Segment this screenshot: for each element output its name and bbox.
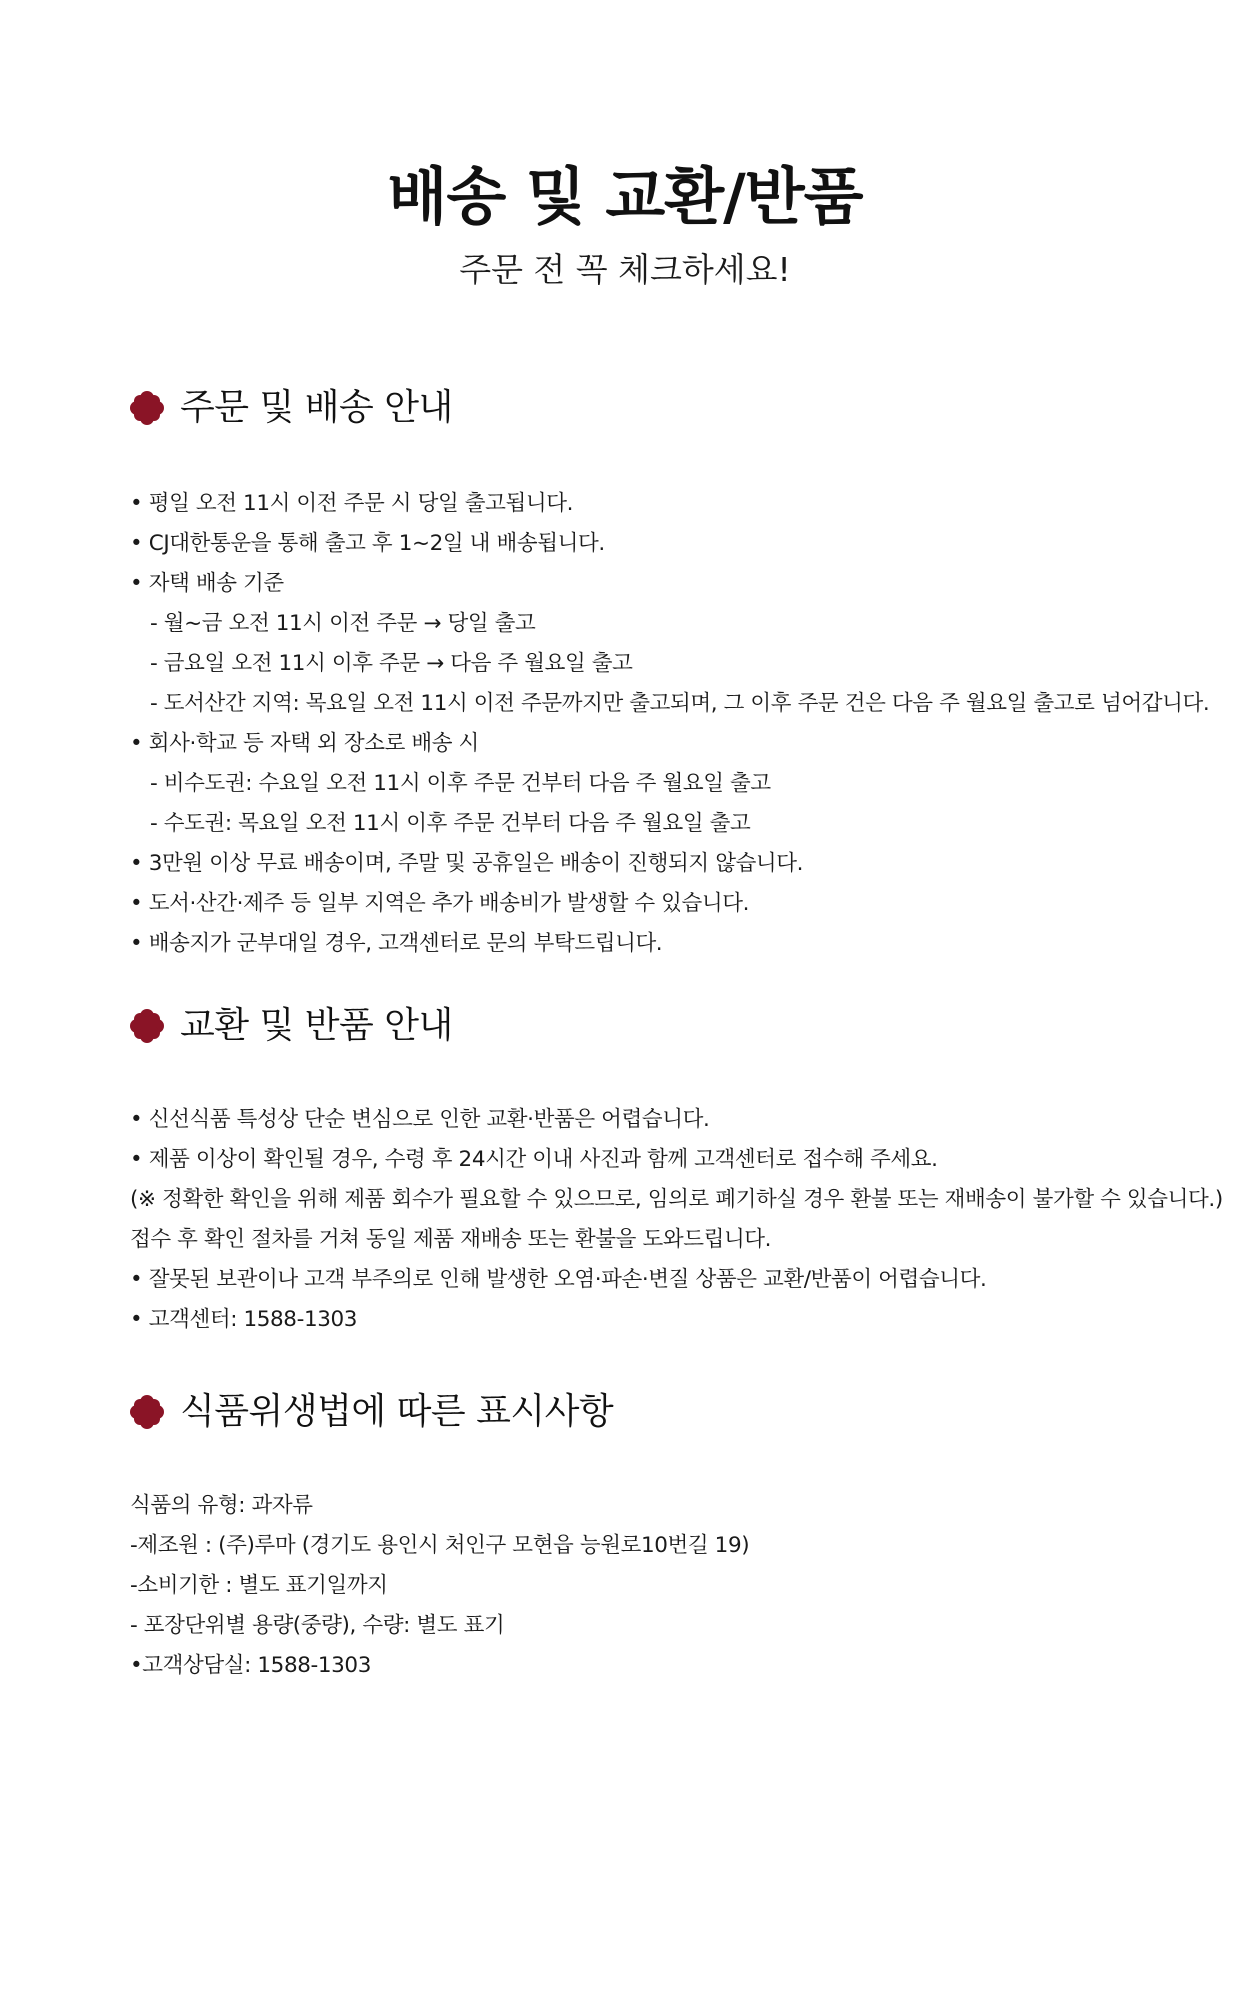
list-item: - 월~금 오전 11시 이전 주문 → 당일 출고 bbox=[150, 611, 536, 636]
list-item: - 비수도권: 수요일 오전 11시 이후 주문 건부터 다음 주 월요일 출고 bbox=[150, 771, 771, 796]
section-title: 주문 및 배송 안내 bbox=[180, 387, 453, 428]
list-item: •고객상담실: 1588-1303 bbox=[130, 1653, 371, 1678]
list-item: • 자택 배송 기준 bbox=[130, 571, 284, 596]
section-header bbox=[130, 1384, 1230, 1440]
section-header bbox=[130, 380, 1230, 436]
info-list bbox=[130, 484, 1230, 964]
page-subtitle: 주문 전 꼭 체크하세요! bbox=[459, 250, 791, 289]
blank-footer-area bbox=[0, 1700, 1250, 2000]
info-list bbox=[130, 1486, 1230, 1686]
page-title: 배송 및 교환/반품 bbox=[387, 160, 863, 233]
list-item: - 수도권: 목요일 오전 11시 이후 주문 건부터 다음 주 월요일 출고 bbox=[150, 811, 751, 836]
section-title: 교환 및 반품 안내 bbox=[180, 1005, 453, 1046]
section-header bbox=[130, 998, 1230, 1054]
list-item: • 제품 이상이 확인될 경우, 수령 후 24시간 이내 사진과 함께 고객센터로 접수해 주세요. bbox=[130, 1147, 938, 1172]
flower-icon bbox=[130, 1395, 164, 1429]
list-item: • 회사·학교 등 자택 외 장소로 배송 시 bbox=[130, 731, 479, 756]
list-item: -소비기한 : 별도 표기일까지 bbox=[130, 1573, 388, 1598]
section-title: 식품위생법에 따른 표시사항 bbox=[180, 1391, 614, 1432]
list-item: • 평일 오전 11시 이전 주문 시 당일 출고됩니다. bbox=[130, 491, 574, 516]
list-item: • 잘못된 보관이나 고객 부주의로 인해 발생한 오염·파손·변질 상품은 교환/반품이 어렵습니다. bbox=[130, 1267, 987, 1292]
list-item: • 3만원 이상 무료 배송이며, 주말 및 공휴일은 배송이 진행되지 않습니다. bbox=[130, 851, 804, 876]
list-item: 식품의 유형: 과자류 bbox=[130, 1493, 313, 1518]
page-header bbox=[0, 158, 1250, 292]
list-item: 접수 후 확인 절차를 거쳐 동일 제품 재배송 또는 환불을 도와드립니다. bbox=[130, 1227, 772, 1252]
section-food-labeling bbox=[130, 1384, 1230, 1686]
flower-icon bbox=[130, 391, 164, 425]
list-item: - 금요일 오전 11시 이후 주문 → 다음 주 월요일 출고 bbox=[150, 651, 633, 676]
flower-icon bbox=[130, 1009, 164, 1043]
list-item: -제조원 : (주)루마 (경기도 용인시 처인구 모현읍 능원로10번길 19) bbox=[130, 1533, 750, 1558]
list-item: - 포장단위별 용량(중량), 수량: 별도 표기 bbox=[130, 1613, 505, 1638]
list-item: - 도서산간 지역: 목요일 오전 11시 이전 주문까지만 출고되며, 그 이후 주문 건은 다음 주 월요일 출고로 넘어갑니다. bbox=[150, 691, 1210, 716]
list-item: • 신선식품 특성상 단순 변심으로 인한 교환·반품은 어렵습니다. bbox=[130, 1107, 710, 1132]
list-item: • 고객센터: 1588-1303 bbox=[130, 1307, 358, 1332]
list-item: (※ 정확한 확인을 위해 제품 회수가 필요할 수 있으므로, 임의로 폐기하실 경우 환불 또는 재배송이 불가할 수 있습니다.) bbox=[130, 1187, 1223, 1212]
section-exchange-return bbox=[130, 998, 1230, 1340]
list-item: • 배송지가 군부대일 경우, 고객센터로 문의 부탁드립니다. bbox=[130, 931, 663, 956]
list-item: • 도서·산간·제주 등 일부 지역은 추가 배송비가 발생할 수 있습니다. bbox=[130, 891, 750, 916]
list-item: • CJ대한통운을 통해 출고 후 1~2일 내 배송됩니다. bbox=[130, 531, 605, 556]
section-shipping bbox=[130, 380, 1230, 964]
info-list bbox=[130, 1100, 1230, 1340]
